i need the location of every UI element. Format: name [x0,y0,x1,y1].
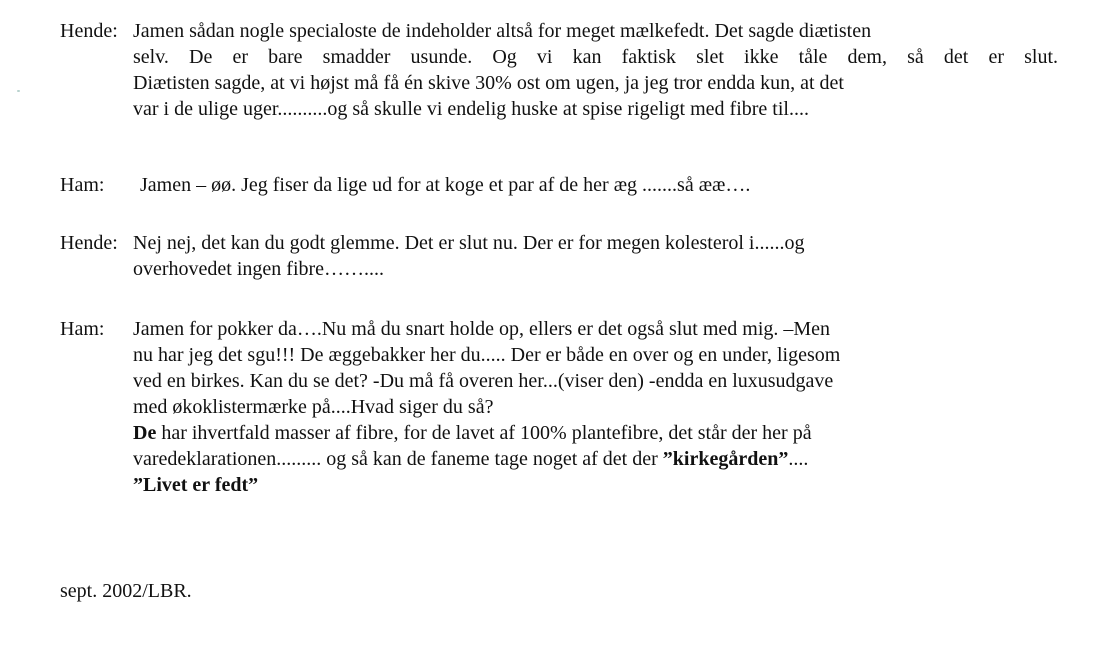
speaker-label: Hende: [60,232,118,254]
text-line: Jamen sådan nogle specialoste de indeholder altså for meget mælkefedt. Det sagde diætisten [133,20,872,42]
text-line [133,420,1058,446]
text-segment: varedeklarationen......... og så kan de faneme tage noget af det der [133,448,663,470]
speaker-label: Hende: [60,20,118,42]
text-line: ved en birkes. Kan du se det? -Du må få overen her...(viser den) -endda en luxusudgave [133,370,834,392]
signature-date: sept. 2002/LBR. [60,580,192,602]
speaker-label: Ham: [60,318,105,340]
text-line [133,472,1058,498]
text-line: var i de ulige uger..........og så skulle vi endelig huske at spise rigeligt med fibre til.... [133,98,809,120]
bold-quote: ”kirkegården” [662,448,789,470]
text-line: Jamen for pokker da….Nu må du snart holde op, ellers er det også slut med mig. –Men [133,318,831,340]
text-line: Nej nej, det kan du godt glemme. Det er slut nu. Der er for megen kolesterol i......og [133,232,805,254]
dialogue-text [140,172,1065,198]
text-line: Diætisten sagde, at vi højst må få én skive 30% ost om ugen, ja jeg tror endda kun, at det [133,72,844,94]
text-segment: har ihvertfald masser af fibre, for de lavet af 100% plantefibre, det står der her på [156,422,812,444]
text-line: med økoklistermærke på....Hvad siger du så? [133,396,494,418]
dialogue-text [133,18,1058,122]
dialogue-text [133,230,1058,282]
text-segment: .... [788,448,809,470]
speaker-label: Ham: [60,174,105,196]
dialogue-text [133,316,1058,498]
scan-speck [17,90,20,92]
bold-quote: ”Livet er fedt” [133,474,259,496]
text-line: nu har jeg det sgu!!! De æggebakker her du..... Der er både en over og en under, ligesom [133,344,841,366]
text-line: Jamen – øø. Jeg fiser da lige ud for at koge et par af de her æg .......så ææ…. [140,174,751,196]
text-line: overhovedet ingen fibre…….... [133,258,385,280]
text-line: selv. De er bare smadder usunde. Og vi kan faktisk slet ikke tåle dem, så det er slut. [133,46,1058,68]
bold-word: De [133,422,157,444]
text-line [133,446,1058,472]
